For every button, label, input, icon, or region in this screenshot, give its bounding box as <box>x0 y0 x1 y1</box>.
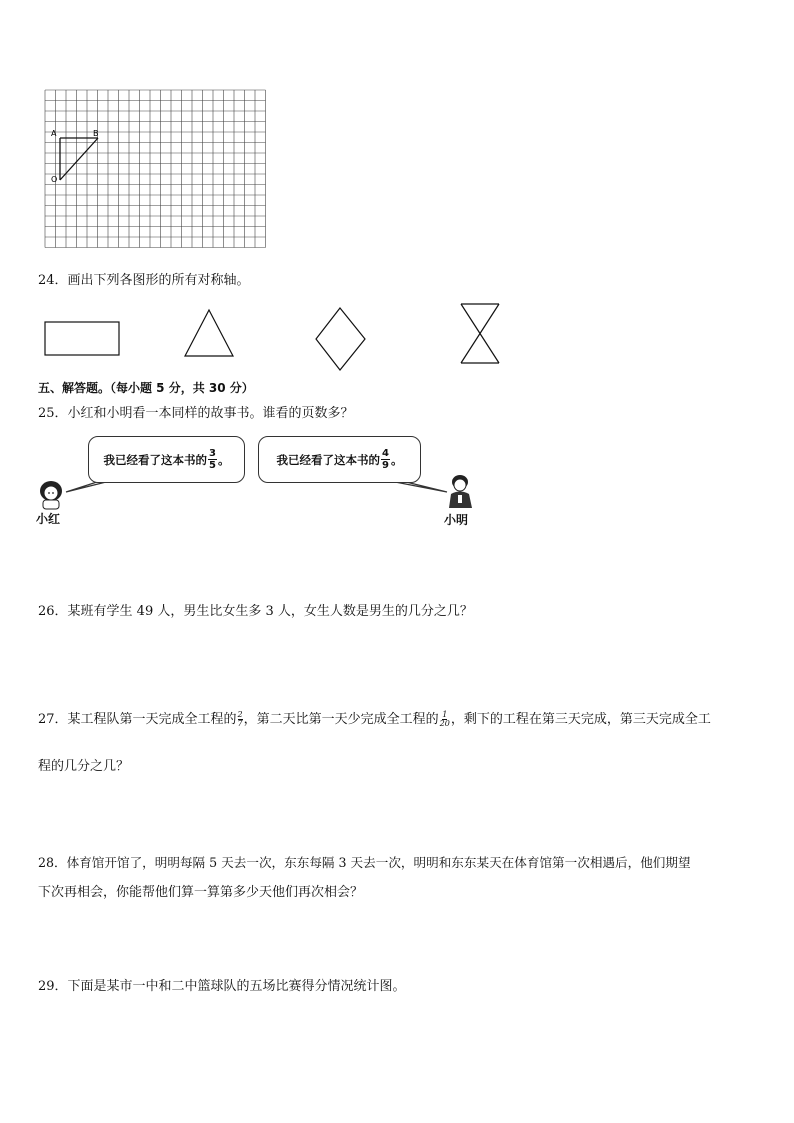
left-bubble-prefix: 我已经看了这本书的 <box>103 452 208 467</box>
triangle-shape <box>185 310 233 356</box>
q27-fraction-1-den: 7 <box>237 719 243 728</box>
hourglass-shape <box>461 304 499 363</box>
left-bubble-fraction <box>208 448 217 471</box>
q27-part1: 27．某工程队第一天完成全工程的 <box>38 712 237 727</box>
q27-part3: ，剩下的工程在第三天完成，第三天完成全工 <box>450 712 711 727</box>
boy-name: 小明 <box>444 513 469 527</box>
q27-fraction-1 <box>238 711 243 728</box>
question-26: 26．某班有学生 49 人，男生比女生多 3 人，女生人数是男生的几分之几？ <box>38 604 473 619</box>
question-29: 29．下面是某市一中和二中篮球队的五场比赛得分情况统计图。 <box>38 979 406 994</box>
question-28-line2: 下次再相会，你能帮他们算一算第多少天他们再次相会？ <box>38 885 364 900</box>
grid-lines <box>45 90 266 248</box>
q27-fraction-1-num: 2 <box>237 710 243 719</box>
point-label-b: B <box>93 129 99 138</box>
left-fraction-numerator: 3 <box>209 448 216 459</box>
point-label-a: A <box>51 129 57 138</box>
symmetry-shapes <box>0 295 794 375</box>
right-fraction-denominator: 9 <box>382 460 389 471</box>
girl-avatar <box>36 478 70 510</box>
left-fraction-denominator: 5 <box>209 460 216 471</box>
coordinate-grid <box>40 88 272 248</box>
question-28-line1: 28．体育馆开馆了，明明每隔 5 天去一次，东东每隔 3 天去一次，明明和东东某天在体育馆第一次相遇后，他们期望 <box>38 855 691 870</box>
right-fraction-numerator: 4 <box>382 448 389 459</box>
rhombus-shape <box>316 308 365 370</box>
question-24: 24．画出下列各图形的所有对称轴。 <box>38 273 250 288</box>
q27-part2: ，第二天比第一天少完成全工程的 <box>243 712 439 727</box>
right-bubble-fraction <box>381 448 390 471</box>
question-27-line1 <box>38 710 711 730</box>
q27-fraction-2-den: 20 <box>439 719 450 728</box>
grid-svg <box>40 88 272 248</box>
point-label-o: O <box>51 175 58 184</box>
rectangle-shape <box>45 322 119 355</box>
boy-avatar <box>446 473 476 509</box>
q27-fraction-2-num: 1 <box>442 710 448 719</box>
right-bubble-prefix: 我已经看了这本书的 <box>276 452 381 467</box>
q27-fraction-2 <box>440 711 450 728</box>
right-speech-bubble <box>258 436 421 483</box>
left-bubble-suffix: 。 <box>217 452 230 467</box>
girl-name: 小红 <box>36 512 61 526</box>
section-title: 五、解答题。（每小题 5 分，共 30 分） <box>38 381 254 395</box>
question-27-line2: 程的几分之几？ <box>38 759 130 774</box>
question-25: 25．小红和小明看一本同样的故事书。谁看的页数多？ <box>38 406 354 421</box>
left-speech-bubble <box>88 436 245 483</box>
right-bubble-suffix: 。 <box>390 452 403 467</box>
